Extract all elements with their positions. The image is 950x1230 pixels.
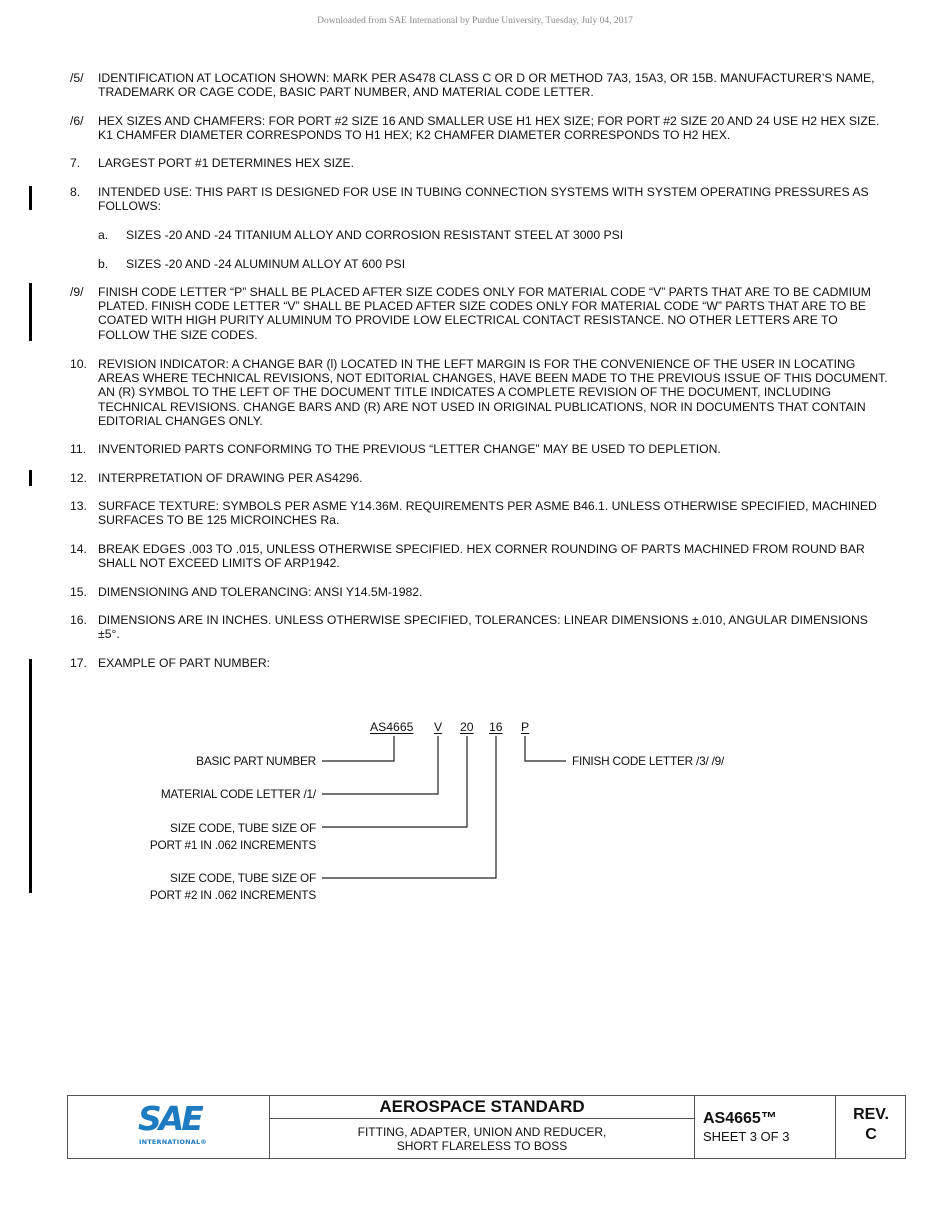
part-segment-finish: P [521, 720, 530, 734]
note-11 [70, 442, 890, 456]
change-bar [29, 283, 32, 341]
note-number: /9/ [70, 285, 84, 299]
note-8 [70, 185, 890, 213]
label-size1 [100, 820, 316, 853]
note-6 [70, 114, 890, 142]
note-8a [98, 228, 888, 242]
note-number: 11. [70, 442, 87, 456]
label-basic [120, 753, 316, 770]
note-text: DIMENSIONS ARE IN INCHES. UNLESS OTHERWISE SPECIFIED, TOLERANCES: LINEAR DIMENSIONS ±.010, ANGULAR DIMENSIONS ±5°. [98, 613, 868, 642]
sheet-number: SHEET 3 OF 3 [703, 1129, 790, 1144]
title-block [67, 1095, 906, 1159]
note-text: SIZES -20 AND -24 TITANIUM ALLOY AND CORROSION RESISTANT STEEL AT 3000 PSI [126, 228, 624, 242]
note-8b [98, 257, 888, 271]
document-number-cell [695, 1096, 836, 1158]
note-text: REVISION INDICATOR: A CHANGE BAR (l) LOCATED IN THE LEFT MARGIN IS FOR THE CONVENIENCE OF THE USER IN LOCATING AREAS WHERE TECHNICAL REVISIONS, NOT EDITORIAL CHANGES, HAVE BEEN MADE TO THE PREVIOUS ISSUE OF THIS DOCUMENT. AN (R) SYMBOL TO THE LEFT OF THE DOCUMENT TITLE INDICATES A COMPLETE REVISION OF THE DOCUMENT, INCLUDING TECHNICAL REVISIONS. CHANGE BARS AND (R) ARE NOT USED IN ORIGINAL PUBLICATIONS, NOR IN DOCUMENTS THAT CONTAIN EDITORIAL CHANGES ONLY. [98, 357, 888, 428]
note-text: INTERPRETATION OF DRAWING PER AS4296. [98, 471, 363, 485]
note-text: SIZES -20 AND -24 ALUMINUM ALLOY AT 600 PSI [126, 257, 406, 271]
label-line: PORT #1 IN .062 INCREMENTS [149, 837, 316, 852]
logo-cell [68, 1096, 270, 1158]
logo-wordmark: INTERNATIONAL® [139, 1138, 207, 1146]
subtitle-line: FITTING, ADAPTER, UNION AND REDUCER, [357, 1125, 607, 1139]
note-12 [70, 471, 890, 485]
note-number: 17. [70, 656, 87, 670]
change-bar [29, 186, 32, 210]
note-number: 7. [70, 156, 81, 170]
label-size2 [100, 870, 316, 903]
part-number-diagram [0, 700, 950, 920]
note-number: 8. [70, 185, 81, 199]
note-text: FINISH CODE LETTER “P” SHALL BE PLACED AFTER SIZE CODES ONLY FOR MATERIAL CODE “V” PARTS THAT ARE TO BE CADMIUM PLATED. FINISH CODE LETTER “V” SHALL BE PLACED AFTER SIZE CODES ONLY FOR MATERIAL CODE “W” PARTS THAT ARE TO BE COATED WITH HIGH PURITY ALUMINUM TO PROVIDE LOW ELECTRICAL CONTACT RESISTANCE. NO OTHER LETTERS ARE TO FOLLOW THE SIZE CODES. [98, 285, 871, 342]
logo-mark: SAE [138, 1099, 201, 1138]
note-number: 14. [70, 542, 87, 556]
revision-value: C [865, 1126, 877, 1143]
revision [836, 1096, 906, 1145]
note-number: 13. [70, 499, 87, 513]
note-14 [70, 542, 890, 570]
document-number: AS4665™ [703, 1110, 777, 1127]
note-number: 15. [70, 585, 87, 599]
part-segment-basic: AS4665 [370, 720, 414, 734]
note-17 [70, 656, 890, 670]
note-text: EXAMPLE OF PART NUMBER: [98, 656, 271, 670]
leader-finish [525, 736, 566, 761]
label-line: SIZE CODE, TUBE SIZE OF [170, 821, 316, 835]
note-10 [70, 357, 890, 428]
note-16 [70, 613, 890, 641]
note-7 [70, 156, 890, 170]
label-line: SIZE CODE, TUBE SIZE OF [170, 871, 316, 885]
note-text: LARGEST PORT #1 DETERMINES HEX SIZE. [98, 156, 355, 170]
part-segment-size2: 16 [489, 720, 503, 734]
document-subtitle [270, 1119, 694, 1153]
note-number: b. [98, 257, 109, 271]
subtitle-line: SHORT FLARELESS TO BOSS [396, 1139, 568, 1153]
leader-size2 [322, 736, 496, 878]
note-number: 16. [70, 613, 87, 627]
note-9 [70, 285, 890, 342]
standard-title: AEROSPACE STANDARD [270, 1096, 694, 1119]
label-text: BASIC PART NUMBER [196, 754, 316, 768]
leader-basic [322, 736, 394, 761]
note-text: IDENTIFICATION AT LOCATION SHOWN: MARK PER AS478 CLASS C OR D OR METHOD 7A3, 15A3, OR 15B. MANUFACTURER’S NAME, TRADEMARK OR CAGE CODE, BASIC PART NUMBER, AND MATERIAL CODE LETTER. [98, 71, 875, 100]
note-number: 10. [70, 357, 87, 371]
note-text: DIMENSIONING AND TOLERANCING: ANSI Y14.5M-1982. [98, 585, 423, 599]
note-text: INTENDED USE: THIS PART IS DESIGNED FOR USE IN TUBING CONNECTION SYSTEMS WITH SYSTEM OPERATING PRESSURES AS FOLLOWS: [98, 185, 869, 214]
note-13 [70, 499, 890, 527]
part-segment-size1: 20 [460, 720, 474, 734]
revision-cell [836, 1096, 906, 1158]
title-cell [270, 1096, 695, 1158]
note-5 [70, 71, 890, 99]
download-header: Downloaded from SAE International by Purdue University, Tuesday, July 04, 2017 [317, 16, 633, 26]
note-text: INVENTORIED PARTS CONFORMING TO THE PREVIOUS “LETTER CHANGE” MAY BE USED TO DEPLETION. [98, 442, 721, 456]
note-number: a. [98, 228, 109, 242]
revision-label: REV. [853, 1106, 889, 1123]
label-finish [572, 753, 724, 770]
sae-logo [134, 1099, 207, 1148]
note-number: 12. [70, 471, 87, 485]
label-text: MATERIAL CODE LETTER /1/ [160, 787, 316, 801]
note-number: /5/ [70, 71, 84, 85]
note-text: SURFACE TEXTURE: SYMBOLS PER ASME Y14.36M. REQUIREMENTS PER ASME B46.1. UNLESS OTHERWISE SPECIFIED, MACHINED SURFACES TO BE 125 MICROINCHES Ra. [98, 499, 877, 528]
note-text: BREAK EDGES .003 TO .015, UNLESS OTHERWISE SPECIFIED. HEX CORNER ROUNDING OF PARTS MACHINED FROM ROUND BAR SHALL NOT EXCEED LIMITS OF ARP1942. [98, 542, 865, 571]
leader-material [322, 736, 438, 794]
part-segment-material: V [434, 720, 443, 734]
label-material [100, 786, 316, 803]
change-bar [29, 470, 32, 486]
note-number: /6/ [70, 114, 84, 128]
note-text: HEX SIZES AND CHAMFERS: FOR PORT #2 SIZE 16 AND SMALLER USE H1 HEX SIZE; FOR PORT #2 SIZE 20 AND 24 USE H2 HEX SIZE. K1 CHAMFER DIAMETER CORRESPONDS TO H1 HEX; K2 CHAMFER DIAMETER CORRESPONDS TO H2 HEX. [98, 114, 880, 143]
note-15 [70, 585, 890, 599]
label-text: FINISH CODE LETTER /3/ /9/ [572, 754, 725, 768]
label-line: PORT #2 IN .062 INCREMENTS [149, 887, 316, 902]
